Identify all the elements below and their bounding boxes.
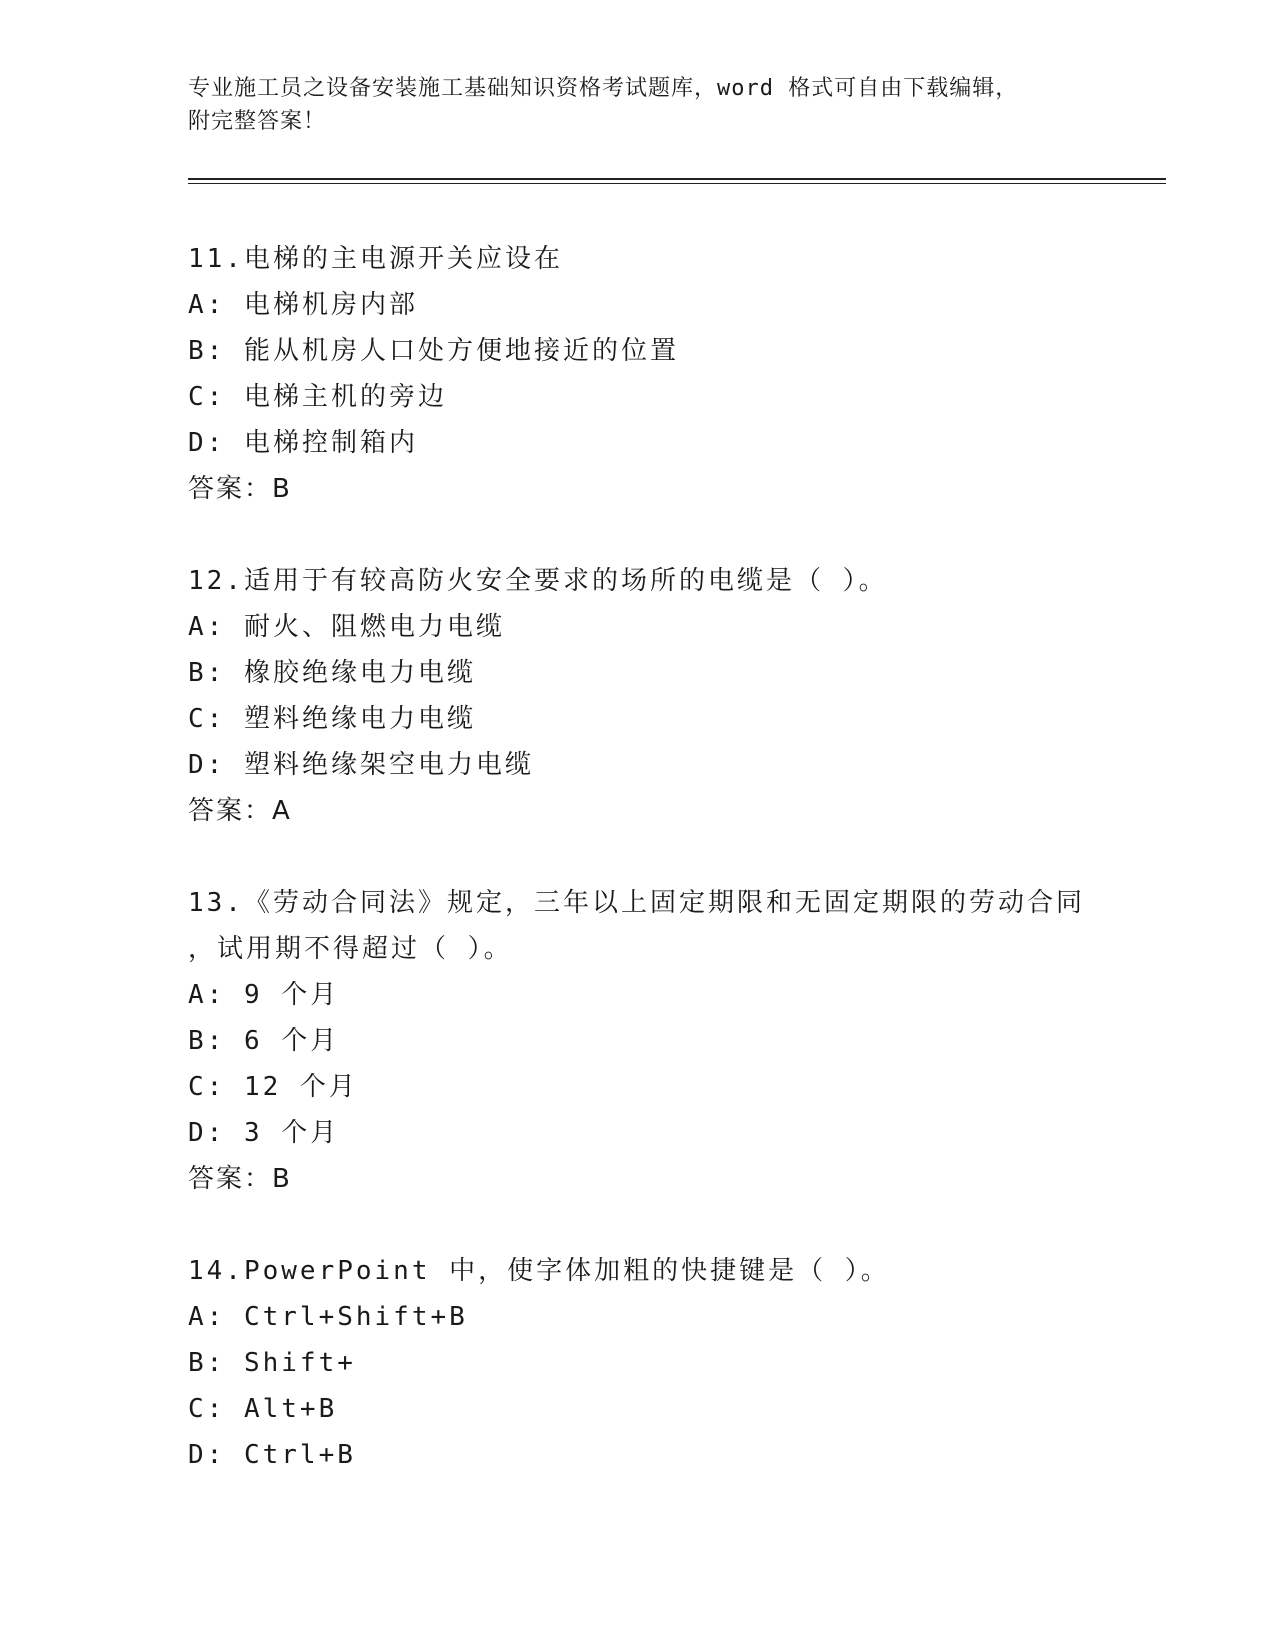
option-a: A: 耐火、阻燃电力电缆 xyxy=(188,612,505,642)
option-c: C: Alt+B xyxy=(188,1394,338,1424)
option-c: C: 塑料绝缘电力电缆 xyxy=(188,704,476,734)
question-11 xyxy=(188,236,1148,512)
question-stem: 11.电梯的主电源开关应设在 xyxy=(188,244,563,274)
option-c: C: 电梯主机的旁边 xyxy=(188,382,447,412)
option-b: B: 能从机房人口处方便地接近的位置 xyxy=(188,336,679,366)
question-13 xyxy=(188,880,1148,1202)
question-stem: 14.PowerPoint 中，使字体加粗的快捷键是（ ）。 xyxy=(188,1256,890,1286)
question-12 xyxy=(188,558,1148,834)
header-divider-bottom xyxy=(188,183,1166,184)
header-line-2: 附完整答案！ xyxy=(188,109,327,134)
answer-label: 答案：B xyxy=(188,474,292,504)
question-stem-line-2: ，试用期不得超过（ ）。 xyxy=(188,934,513,964)
option-c: C: 12 个月 xyxy=(188,1072,358,1102)
option-b: B: 橡胶绝缘电力电缆 xyxy=(188,658,476,688)
answer-label: 答案：B xyxy=(188,1164,292,1194)
header-line-1: 专业施工员之设备安装施工基础知识资格考试题库，word 格式可自由下载编辑， xyxy=(188,76,1019,101)
document-header xyxy=(188,72,1088,138)
option-a: A: 电梯机房内部 xyxy=(188,290,418,320)
option-a: A: 9 个月 xyxy=(188,980,340,1010)
option-a: A: Ctrl+Shift+B xyxy=(188,1302,468,1332)
option-d: D: Ctrl+B xyxy=(188,1440,356,1470)
question-list xyxy=(188,236,1148,1524)
question-14 xyxy=(188,1248,1148,1478)
header-divider-top xyxy=(188,178,1166,180)
question-stem: 12.适用于有较高防火安全要求的场所的电缆是（ ）。 xyxy=(188,566,888,596)
option-d: D: 塑料绝缘架空电力电缆 xyxy=(188,750,534,780)
option-d: D: 电梯控制箱内 xyxy=(188,428,418,458)
question-stem-line-1: 13.《劳动合同法》规定，三年以上固定期限和无固定期限的劳动合同 xyxy=(188,888,1085,918)
option-b: B: Shift+ xyxy=(188,1348,356,1378)
answer-label: 答案：A xyxy=(188,796,292,826)
option-b: B: 6 个月 xyxy=(188,1026,340,1056)
option-d: D: 3 个月 xyxy=(188,1118,340,1148)
